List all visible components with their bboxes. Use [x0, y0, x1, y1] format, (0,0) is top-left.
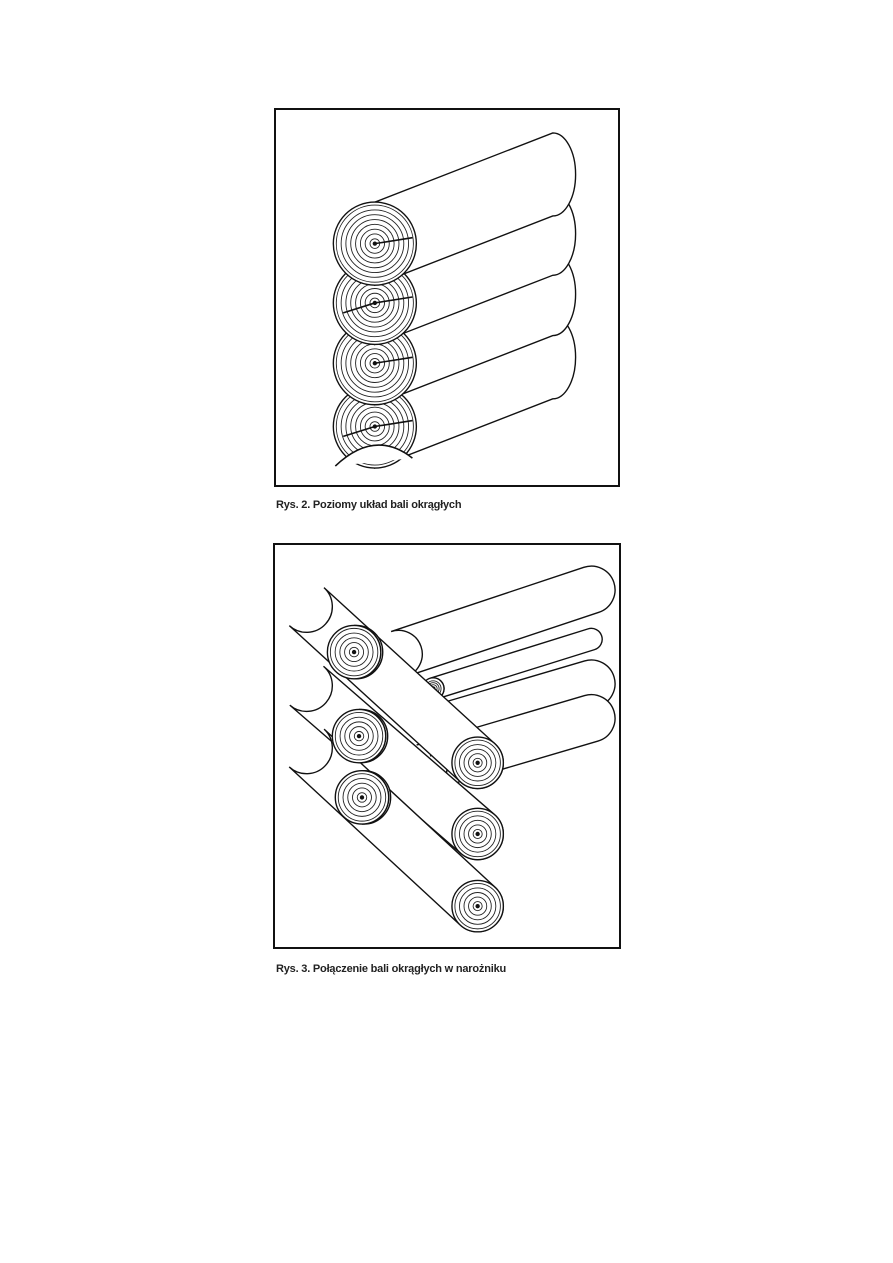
- figure-3-caption: Rys. 3. Połączenie bali okrągłych w narożniku: [276, 963, 507, 975]
- figure-2-caption: Rys. 2. Poziomy układ bali okrągłych: [276, 499, 462, 511]
- figure-2-frame: [274, 108, 620, 487]
- corner-log-3: [335, 771, 390, 824]
- corner-log-1: [327, 625, 382, 678]
- horizontal-log-stack-illustration: [276, 110, 618, 485]
- corner-log-2: [332, 709, 387, 762]
- corner-joint-illustration: [275, 545, 619, 947]
- figure-3-frame: [273, 543, 621, 949]
